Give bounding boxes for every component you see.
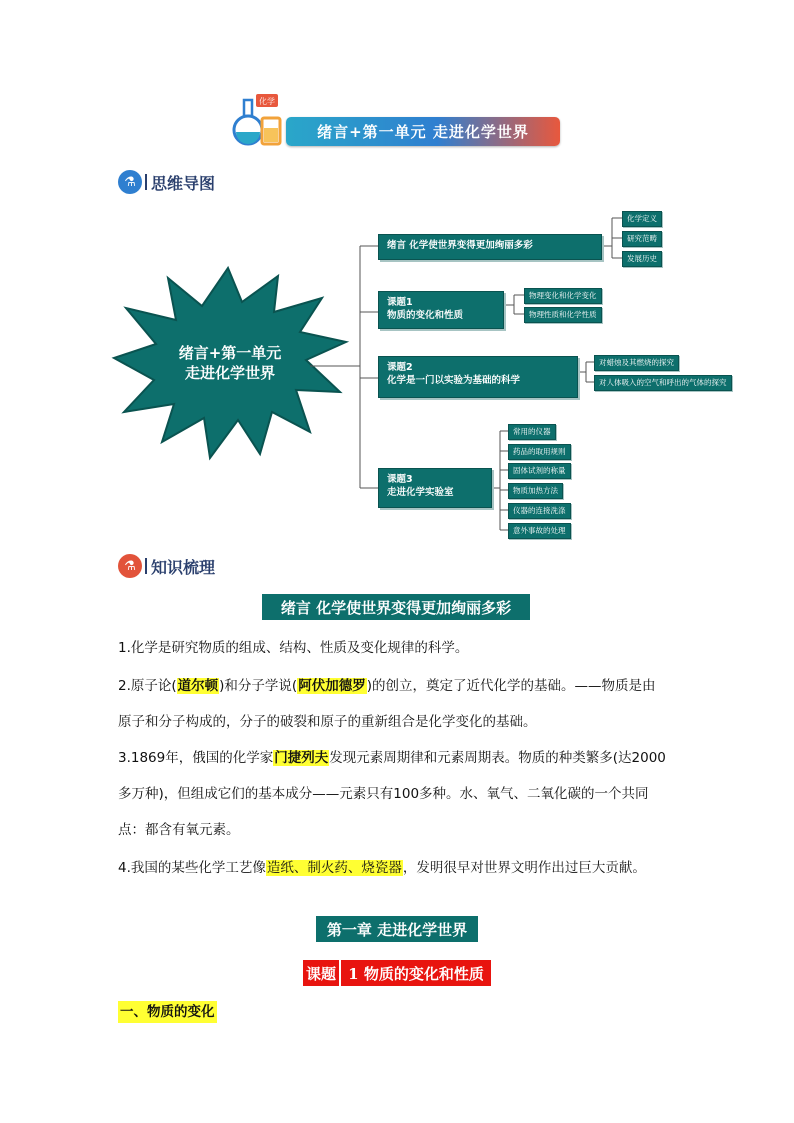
paragraph-2	[118, 668, 688, 740]
branch-topic-2	[378, 356, 578, 398]
branch-label-line-2: 物质的变化和性质	[387, 310, 464, 321]
mind-map	[0, 0, 794, 560]
center-line-2: 走进化学世界	[184, 364, 275, 382]
highlight-crafts: 造纸、制火药、烧瓷器	[266, 860, 402, 876]
text: )的创立，奠定了近代化学的基础。——物质是由	[366, 678, 656, 694]
leaf-node: 常用的仪器	[508, 424, 556, 440]
highlight-mendeleev: 门捷列夫	[274, 750, 329, 766]
text: 3.1869年，俄国的化学家	[118, 750, 274, 766]
center-line-1: 绪言+第一单元	[178, 344, 282, 362]
branch-label-line-2: 走进化学实验室	[387, 487, 454, 498]
leaf-node: 仪器的连接洗涤	[508, 503, 571, 519]
text: 多万种)，但组成它们的基本成分——元素只有100多种。水、氧气、二氧化碳的一个共同	[118, 786, 649, 802]
highlight-dalton: 道尔顿	[177, 678, 219, 694]
divider	[145, 558, 147, 574]
leaf-node: 发展历史	[622, 251, 662, 267]
title-banner: 绪言+第一单元 走进化学世界	[286, 117, 560, 146]
logo-text: 化学	[259, 97, 275, 106]
text: 发现元素周期律和元素周期表。物质的种类繁多(达2000	[329, 750, 666, 766]
leaf-node: 物理性质和化学性质	[524, 307, 602, 323]
text: 原子和分子构成的，分子的破裂和原子的重新组合是化学变化的基础。	[118, 714, 537, 730]
lesson-title: 1 物质的变化和性质	[341, 960, 491, 986]
branch-label-line-1: 课题1	[387, 297, 413, 308]
text: )和分子学说(	[219, 678, 298, 694]
text: ，发明很早对世界文明作出过巨大贡献。	[402, 860, 646, 876]
leaf-node: 物理变化和化学变化	[524, 288, 602, 304]
subheading-physical-change: 一、物质的变化	[118, 1001, 217, 1023]
leaf-node: 意外事故的处理	[508, 523, 571, 539]
leaf-node: 研究范畴	[622, 231, 662, 247]
lesson-label: 课题	[303, 960, 339, 986]
branch-intro	[378, 234, 602, 260]
section-title: 知识梳理	[151, 557, 216, 577]
branch-topic-3	[378, 468, 492, 508]
branch-label-line-1: 课题3	[387, 474, 413, 485]
leaf-node: 对蜡烛及其燃烧的探究	[594, 355, 679, 371]
paragraph-4	[118, 850, 688, 886]
text: 点：都含有氧元素。	[118, 822, 240, 838]
chapter-banner: 第一章 走进化学世界	[316, 916, 478, 942]
branch-label-line-1: 课题2	[387, 362, 413, 373]
text: 4.我国的某些化学工艺像	[118, 860, 266, 876]
leaf-node: 对人体吸入的空气和呼出的气体的探究	[594, 375, 732, 391]
paragraph-1	[118, 630, 688, 666]
topic-banner: 绪言 化学使世界变得更加绚丽多彩	[262, 594, 530, 620]
leaf-node: 物质加热方法	[508, 483, 563, 499]
highlight-avogadro: 阿伏加德罗	[298, 678, 366, 694]
paragraph-3	[118, 740, 688, 848]
flask-icon: ⚗	[118, 170, 142, 194]
text: 2.原子论(	[118, 678, 177, 694]
branch-label-line-2: 化学是一门以实验为基础的科学	[387, 375, 521, 386]
branch-label: 绪言 化学使世界变得更加绚丽多彩	[387, 240, 533, 251]
text: 1.化学是研究物质的组成、结构、性质及变化规律的科学。	[118, 640, 469, 656]
beaker-icon: ⚗	[118, 554, 142, 578]
leaf-node: 化学定义	[622, 211, 662, 227]
leaf-node: 药品的取用规则	[508, 444, 571, 460]
branch-topic-1	[378, 291, 504, 329]
leaf-node: 固体试剂的称量	[508, 463, 571, 479]
section-header-knowledge	[118, 554, 215, 578]
section-title: 思维导图	[151, 173, 216, 193]
